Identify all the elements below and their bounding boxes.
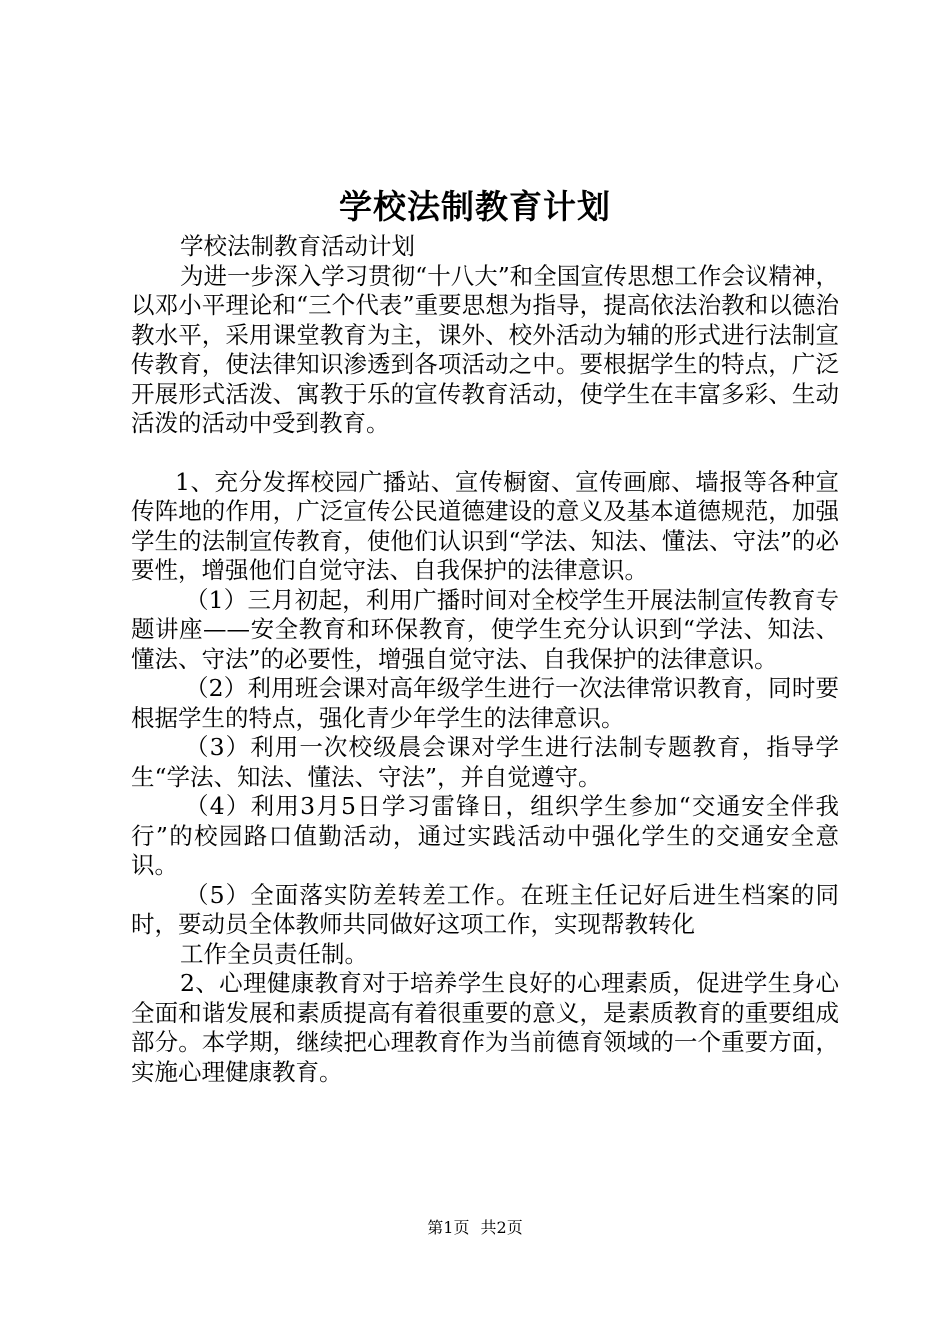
item-3-paragraph: （3）利用一次校级晨会课对学生进行法制专题教育，指导学生“学法、知法、懂法、守法”，并自觉遵守。: [131, 733, 839, 791]
item-4-paragraph: （4）利用3月5日学习雷锋日，组织学生参加“交通安全伴我行”的校园路口值勤活动，通过实践活动中强化学生的交通安全意识。: [131, 792, 839, 879]
page-total: 共2页: [480, 1218, 523, 1237]
item-5-paragraph: （5）全面落实防差转差工作。在班主任记好后进生档案的同时，要动员全体教师共同做好这项工作，实现帮教转化: [131, 880, 839, 938]
document-title: 学校法制教育计划: [339, 187, 611, 226]
subtitle-paragraph: 学校法制教育活动计划: [180, 232, 415, 260]
intro-paragraph: 为进一步深入学习贯彻“十八大”和全国宣传思想工作会议精神，以邓小平理论和“三个代表”重要思想为指导，提高依法治教和以德治教水平，采用课堂教育为主，课外、校外活动为辅的形式进行法制宣传教育，使法律知识渗透到各项活动之中。要根据学生的特点，广泛开展形式活泼、寓教于乐的宣传教育活动，使学生在丰富多彩、生动活泼的活动中受到教育。: [131, 261, 839, 437]
page-number: 第1页: [427, 1218, 470, 1237]
section-2-paragraph: 2、心理健康教育对于培养学生良好的心理素质，促进学生身心全面和谐发展和素质提高有着很重要的意义，是素质教育的重要组成部分。本学期，继续把心理教育作为当前德育领域的一个重要方面，实施心理健康教育。: [131, 969, 839, 1086]
item-2-paragraph: （2）利用班会课对高年级学生进行一次法律常识教育，同时要根据学生的特点，强化青少年学生的法律意识。: [131, 674, 839, 732]
section-1-paragraph: 1、充分发挥校园广播站、宣传橱窗、宣传画廊、墙报等各种宣传阵地的作用，广泛宣传公民道德建设的意义及基本道德规范，加强学生的法制宣传教育，使他们认识到“学法、知法、懂法、守法”的必要性，增强他们自觉守法、自我保护的法律意识。: [131, 467, 839, 584]
page-footer: [0, 1216, 950, 1240]
item-5-continuation: 工作全员责任制。: [180, 939, 368, 968]
paragraph-spacer: [131, 439, 839, 468]
document-body: [131, 232, 839, 1087]
item-1-paragraph: （1）三月初起，利用广播时间对全校学生开展法制宣传教育专题讲座——安全教育和环保教育，使学生充分认识到“学法、知法、懂法、守法”的必要性，增强自觉守法、自我保护的法律意识。: [131, 585, 839, 673]
